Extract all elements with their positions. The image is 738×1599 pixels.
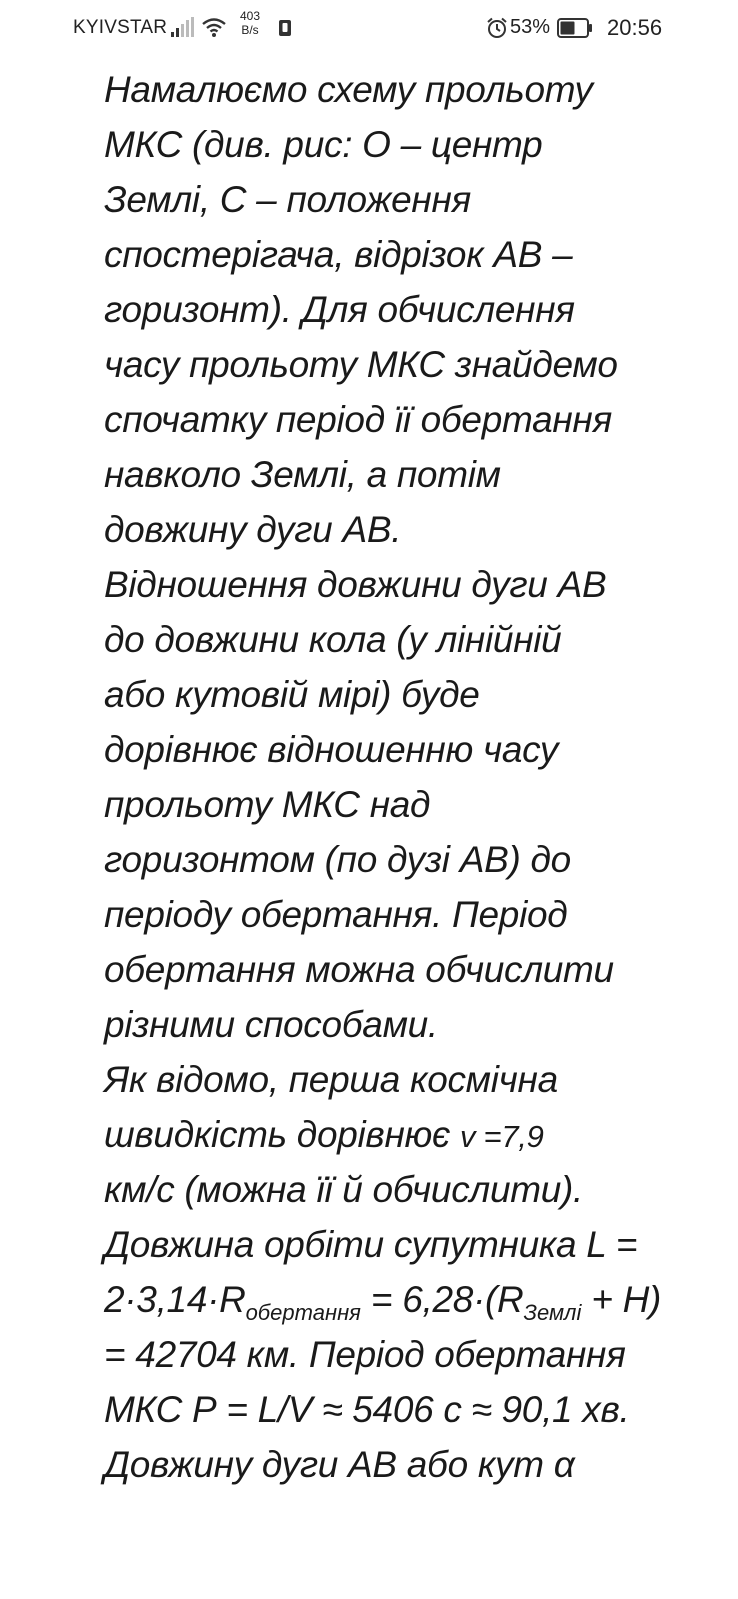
alarm-icon — [486, 17, 508, 39]
text-line: спостерігача, відрізок АВ – — [104, 234, 573, 275]
battery-icon — [557, 18, 593, 38]
battery-percent: 53% — [510, 16, 551, 38]
text-line: Довжина орбіти супутника L = — [104, 1224, 638, 1265]
text-line: прольоту МКС над — [104, 784, 431, 825]
text-line: періоду обертання. Період — [104, 894, 568, 935]
text-line: дорівнює відношенню часу — [104, 729, 559, 770]
network-speed: 403 B/s — [239, 9, 261, 37]
article-text — [104, 62, 704, 1492]
text-line: МКС Р = L/V ≈ 5406 с ≈ 90,1 хв. — [104, 1389, 630, 1430]
text-line: Відношення довжини дуги АВ — [104, 564, 607, 605]
text-line: горизонт). Для обчислення — [104, 289, 575, 330]
text-line: спочатку період її обертання — [104, 399, 612, 440]
text-line: Намалюємо схему прольоту — [104, 69, 593, 110]
formula-line — [104, 1272, 704, 1327]
text-line: км/с (можна її й обчислити). — [104, 1169, 584, 1210]
text-line: МКС (див. рис: О – центр — [104, 124, 543, 165]
lock-icon — [278, 19, 292, 37]
text-line: обертання можна обчислити — [104, 949, 614, 990]
clock-time: 20:56 — [607, 15, 663, 40]
text-line: часу прольоту МКС знайдемо — [104, 344, 618, 385]
text-line: довжину дуги АВ. — [104, 509, 402, 550]
formula-subscript: обертання — [245, 1300, 361, 1325]
text-line: навколо Землі, а потім — [104, 454, 501, 495]
wifi-icon — [201, 16, 227, 38]
text-line: Землі, С – положення — [104, 179, 472, 220]
formula-part: 2·3,14·R — [104, 1279, 246, 1320]
status-bar — [0, 0, 738, 60]
formula-part: + Н) — [581, 1279, 662, 1320]
speed-text: швидкість дорівнює — [104, 1114, 461, 1155]
text-line: Як відомо, перша космічна — [104, 1059, 558, 1100]
text-line: до довжини кола (у лінійній — [104, 619, 562, 660]
carrier-name: KYIVSTAR — [73, 17, 168, 38]
text-line: або кутовій мірі) буде — [104, 674, 480, 715]
text-line: Довжину дуги АВ або кут α — [104, 1444, 575, 1485]
text-line: різними способами. — [104, 1004, 438, 1045]
text-line: горизонтом (по дузі АВ) до — [104, 839, 571, 880]
formula-part: = 6,28·(R — [360, 1279, 524, 1320]
formula-subscript: Землі — [523, 1300, 582, 1325]
signal-icon — [170, 16, 196, 38]
speed-value: v =7,9 — [460, 1119, 544, 1154]
text-line: = 42704 км. Період обертання — [104, 1334, 626, 1375]
speed-line — [104, 1107, 704, 1162]
